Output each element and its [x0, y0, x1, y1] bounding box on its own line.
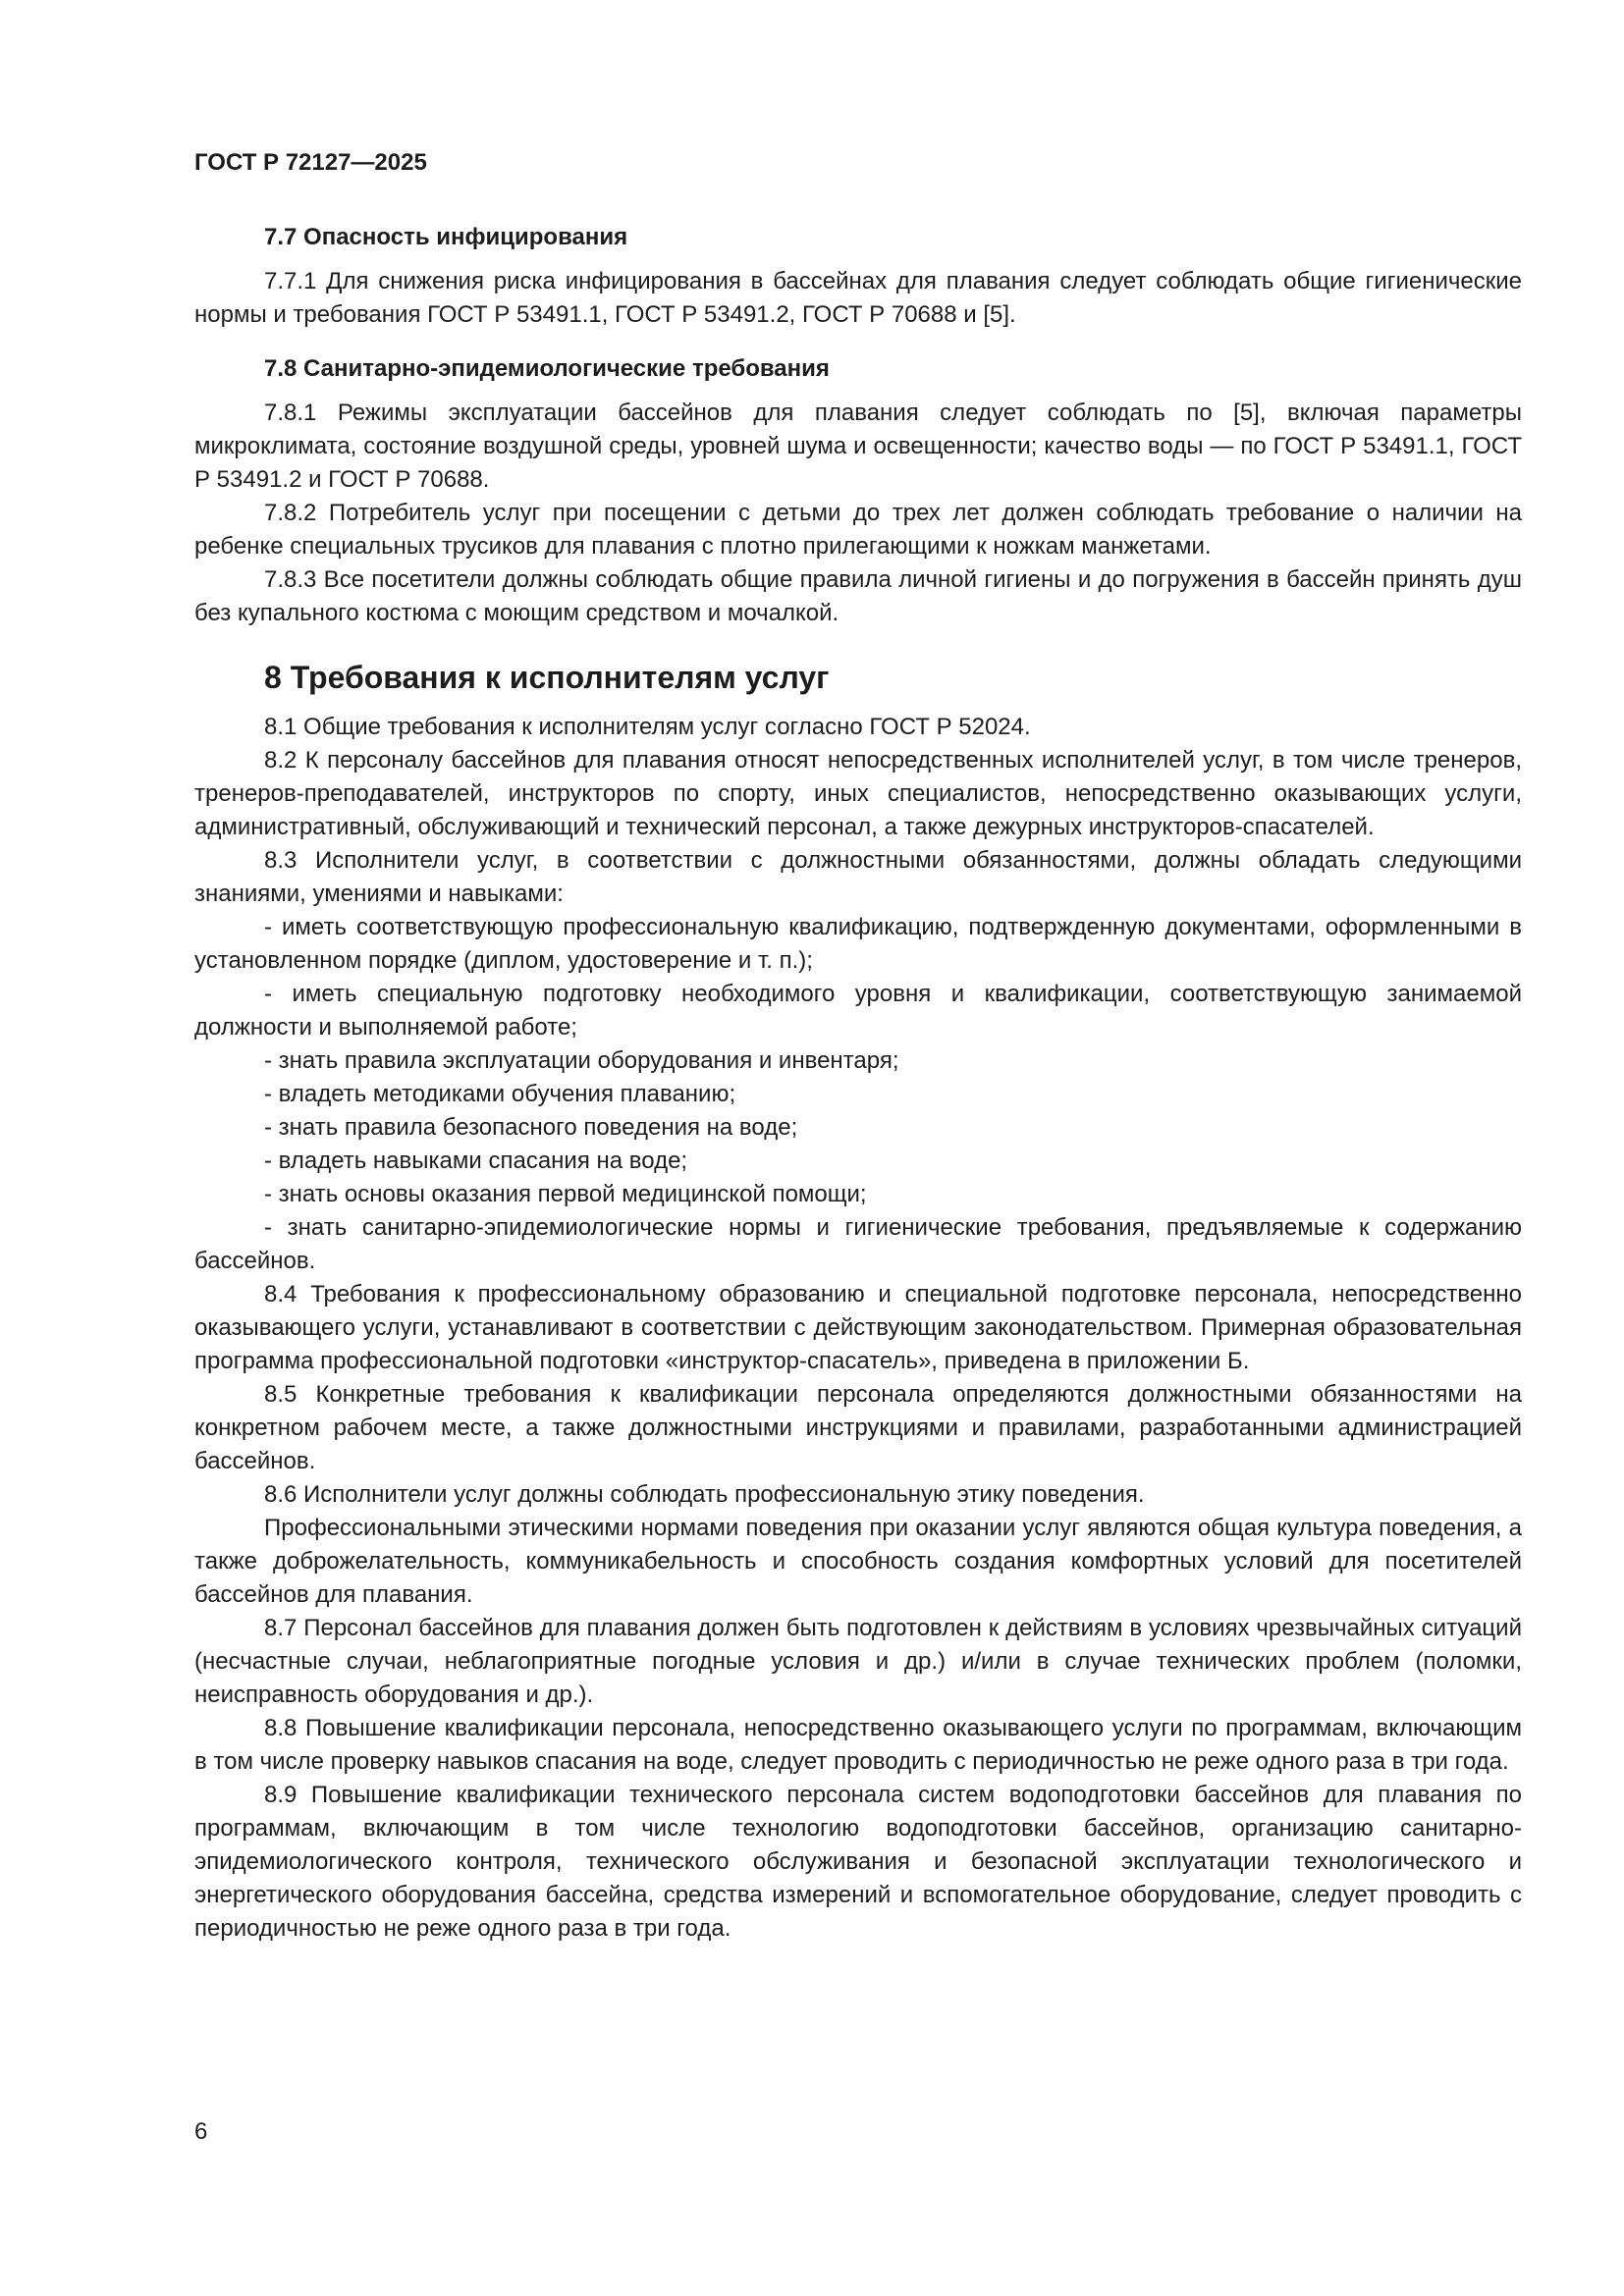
paragraph-8-7: 8.7 Персонал бассейнов для плавания должен быть подготовлен к действиям в условиях чрезвычайных ситуаций (несчастные случаи, неблагоприятные погодные условия и др.) и/или в случае технических проблем (поломки, неисправность оборудования и др.).: [194, 1615, 1522, 1708]
list-item: - знать правила безопасного поведения на воде;: [264, 1114, 798, 1141]
document-page: [194, 147, 1522, 1946]
paragraph-7-8-1: 7.8.1 Режимы эксплуатации бассейнов для плавания следует соблюдать по [5], включая параметры микроклимата, состояние воздушной среды, уровней шума и освещенности; качество воды — по ГОСТ Р 53491.1, ГОСТ Р 53491.2 и ГОСТ Р 70688.: [194, 400, 1522, 493]
section-7-7-title: 7.7 Опасность инфицирования: [264, 224, 628, 250]
paragraph-8-4: 8.4 Требования к профессиональному образованию и специальной подготовке персонала, непосредственно оказывающего услуги, устанавливают в соответствии с действующим законодательством. Примерная образовательная программа профессиональной подготовки «инструктор-спасатель», приведена в приложении Б.: [194, 1281, 1522, 1374]
paragraph-7-8-3: 7.8.3 Все посетители должны соблюдать общие правила личной гигиены и до погружения в бассейн принять душ без купального костюма с моющим средством и мочалкой.: [194, 566, 1522, 626]
list-item: - иметь соответствующую профессиональную квалификацию, подтвержденную документами, оформленными в установленном порядке (диплом, удостоверение и т. п.);: [194, 914, 1522, 974]
paragraph-7-7-1: 7.7.1 Для снижения риска инфицирования в бассейнах для плавания следует соблюдать общие гигиенические нормы и требования ГОСТ Р 53491.1, ГОСТ Р 53491.2, ГОСТ Р 70688 и [5].: [194, 268, 1522, 328]
paragraph-7-8-2: 7.8.2 Потребитель услуг при посещении с детьми до трех лет должен соблюдать требование о наличии на ребенке специальных трусиков для плавания с плотно прилегающими к ножкам манжетами.: [194, 500, 1522, 560]
section-7-8-title: 7.8 Санитарно-эпидемиологические требования: [264, 355, 830, 382]
paragraph-8-8: 8.8 Повышение квалификации персонала, непосредственно оказывающего услуги по программам, включающим в том числе проверку навыков спасания на воде, следует проводить с периодичностью не реже одного раза в три года.: [194, 1715, 1522, 1775]
paragraph-8-1: 8.1 Общие требования к исполнителям услуг согласно ГОСТ Р 52024.: [264, 714, 1031, 740]
section-8-title: 8 Требования к исполнителям услуг: [264, 660, 830, 695]
list-item: - владеть навыками спасания на воде;: [264, 1148, 688, 1174]
paragraph-8-6: 8.6 Исполнители услуг должны соблюдать профессиональную этику поведения.: [264, 1481, 1145, 1508]
list-item: - знать санитарно-эпидемиологические нормы и гигиенические требования, предъявляемые к содержанию бассейнов.: [194, 1214, 1522, 1274]
list-item: - знать правила эксплуатации оборудования и инвентаря;: [264, 1047, 899, 1074]
list-item: - иметь специальную подготовку необходимого уровня и квалификации, соответствующую занимаемой должности и выполняемой работе;: [194, 981, 1522, 1041]
paragraph-8-5: 8.5 Конкретные требования к квалификации персонала определяются должностными обязанностями на конкретном рабочем месте, а также должностными инструкциями и правилами, разработанными администрацией бассейнов.: [194, 1381, 1522, 1474]
paragraph-8-3: 8.3 Исполнители услуг, в соответствии с должностными обязанностями, должны обладать следующими знаниями, умениями и навыками:: [194, 847, 1522, 907]
list-item: - знать основы оказания первой медицинской помощи;: [264, 1181, 867, 1207]
page-number: 6: [194, 2118, 208, 2145]
paragraph-8-6-ethics: Профессиональными этическими нормами поведения при оказании услуг являются общая культура поведения, а также доброжелательность, коммуникабельность и способность создания комфортных условий для посетителей бассейнов для плавания.: [194, 1515, 1522, 1608]
document-header: ГОСТ Р 72127—2025: [194, 149, 427, 176]
paragraph-8-2: 8.2 К персоналу бассейнов для плавания относят непосредственных исполнителей услуг, в том числе тренеров, тренеров-преподавателей, инструкторов по спорту, иных специалистов, непосредственно оказывающих услуги, административный, обслуживающий и технический персонал, а также дежурных инструкторов-спасателей.: [194, 747, 1522, 840]
paragraph-8-9: 8.9 Повышение квалификации технического персонала систем водоподготовки бассейнов для плавания по программам, включающим в том числе технологию водоподготовки бассейнов, организацию санитарно-эпидемиологического контроля, технического обслуживания и безопасной эксплуатации технологического и энергетического оборудования бассейна, средства измерений и вспомогательное оборудование, следует проводить с периодичностью не реже одного раза в три года.: [194, 1782, 1522, 1942]
list-item: - владеть методиками обучения плаванию;: [264, 1081, 736, 1107]
